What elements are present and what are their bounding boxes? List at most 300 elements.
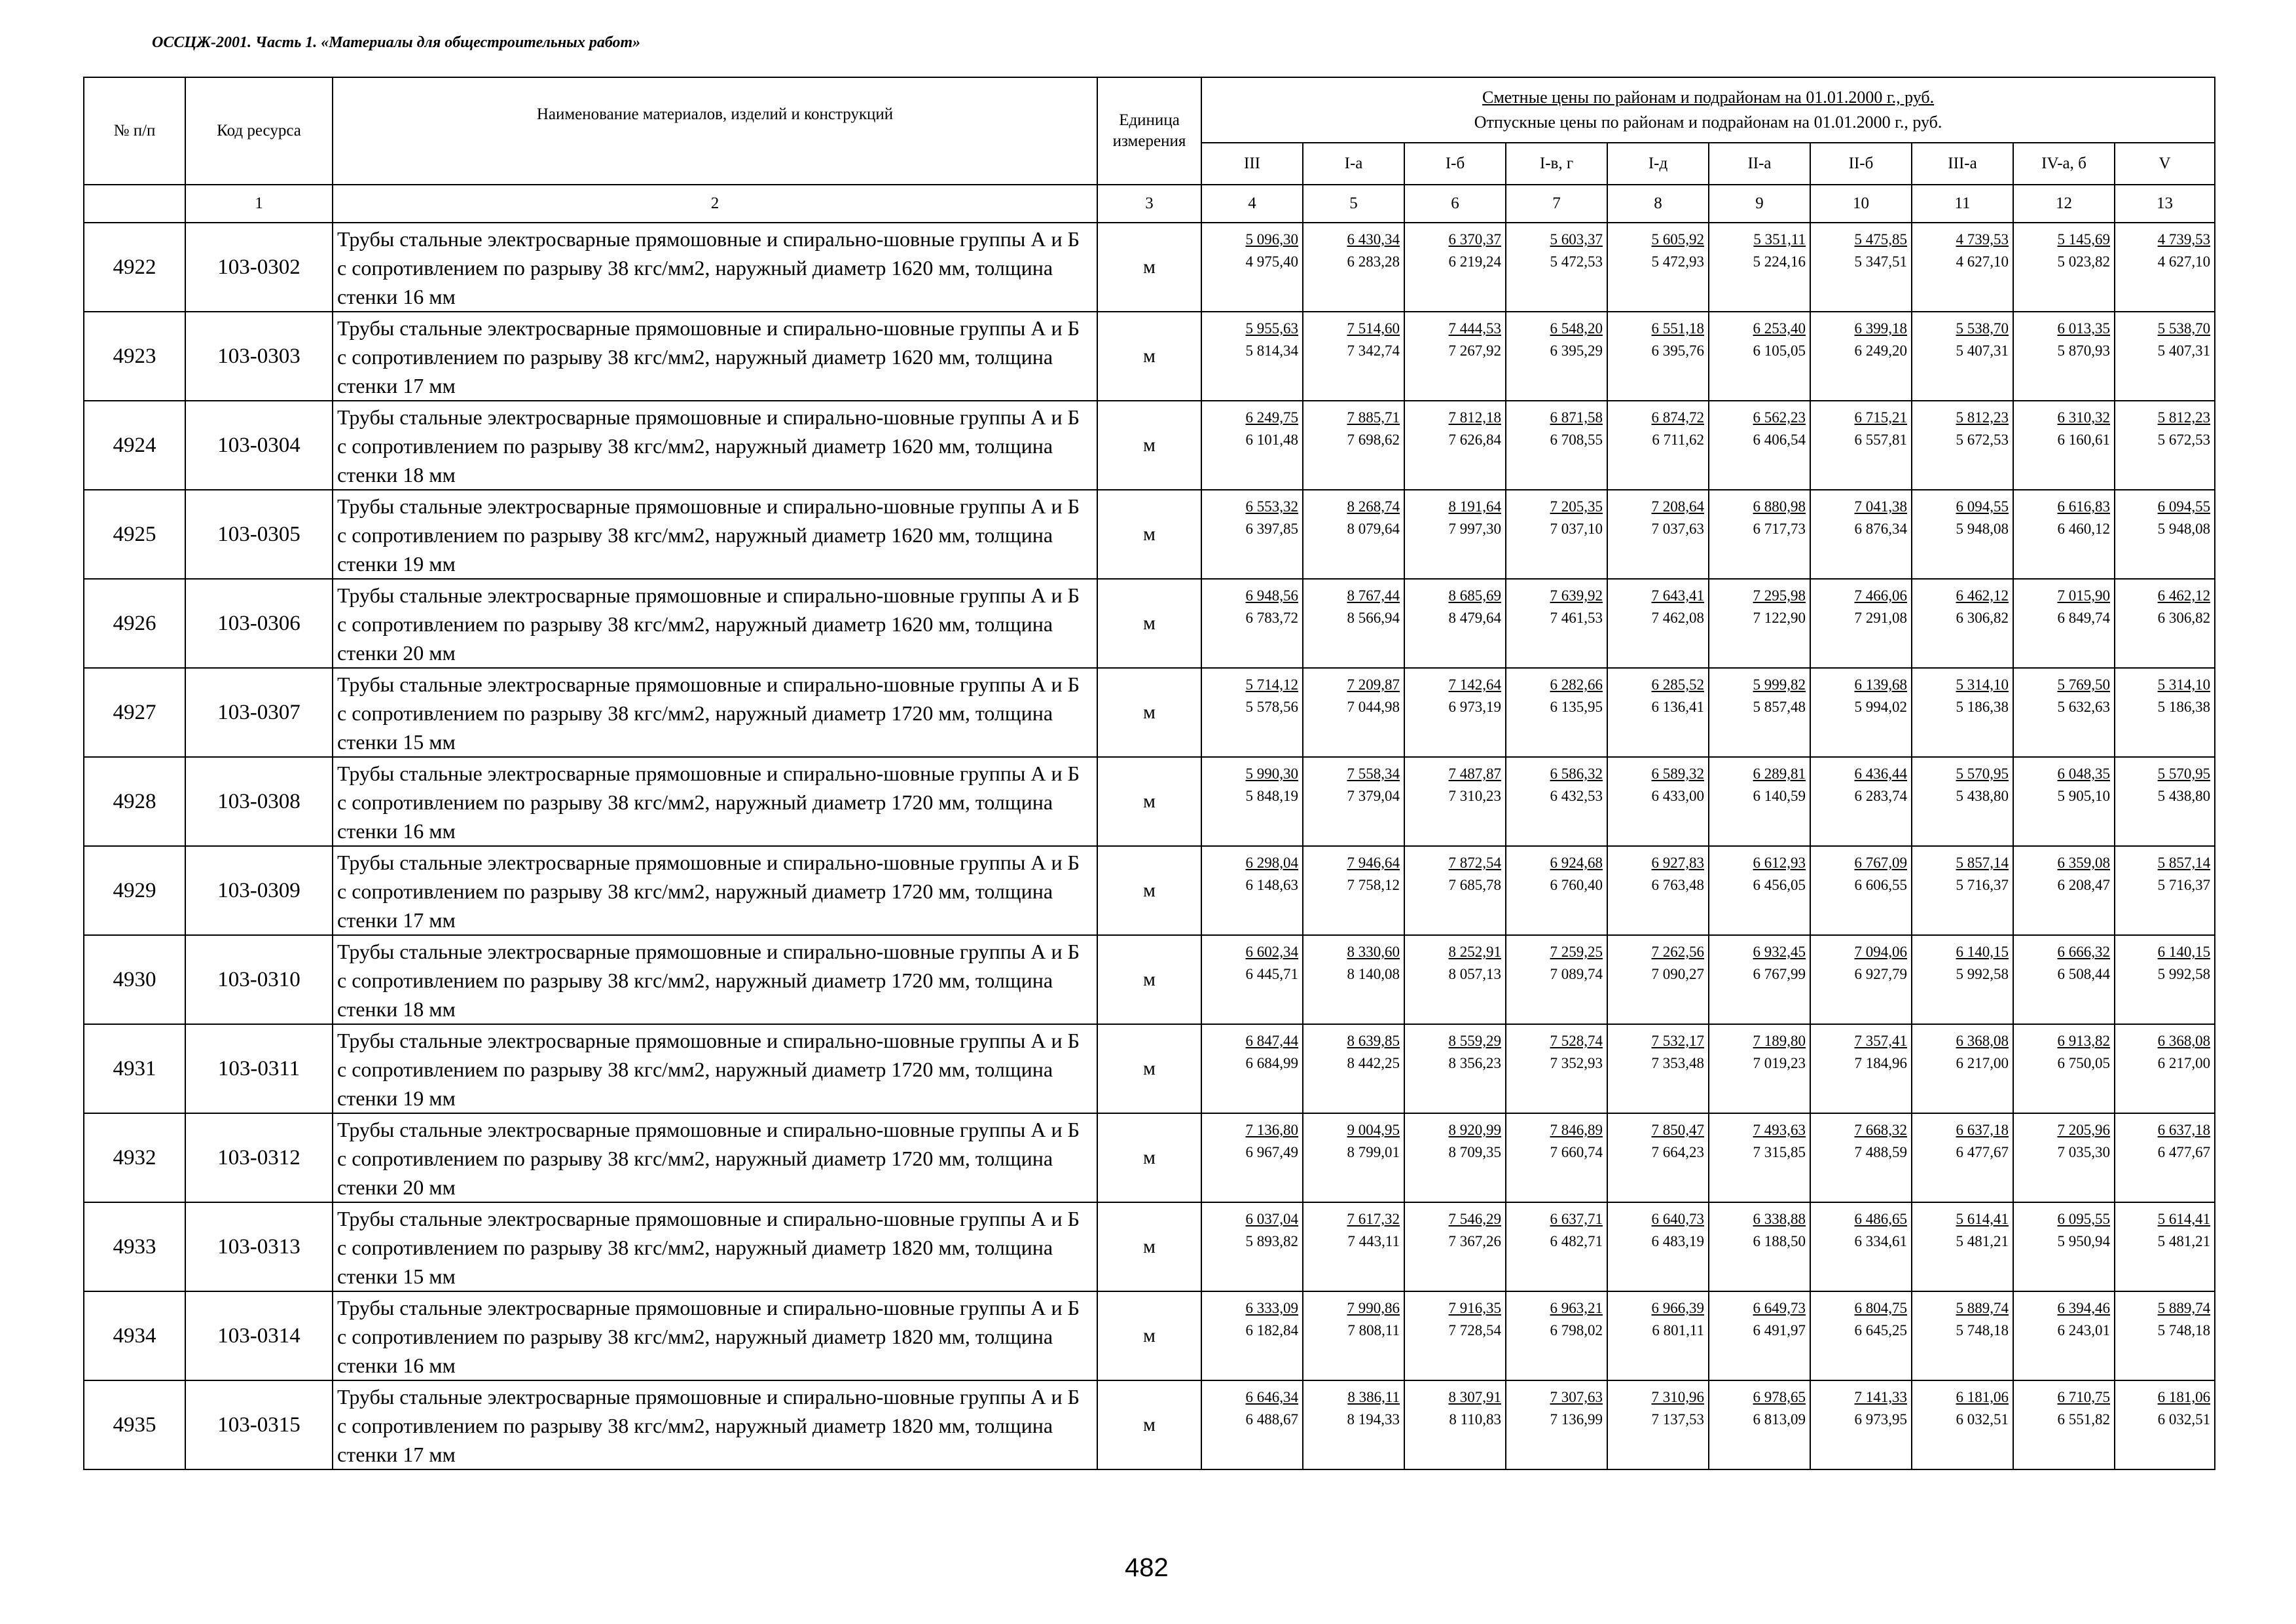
table-row: [84, 1202, 2215, 1291]
estimate-price: 6 368,08: [1956, 1033, 2009, 1049]
price-cell: [1404, 1202, 1506, 1291]
estimate-price: 6 013,35: [2057, 320, 2110, 337]
header-region: III-а: [1912, 143, 2013, 185]
estimate-price: 6 616,83: [2057, 498, 2110, 515]
resource-code: 103-0313: [185, 1202, 333, 1291]
release-price: 8 356,23: [1448, 1055, 1501, 1071]
release-price: 6 973,95: [1854, 1411, 1907, 1428]
price-cell: [2115, 1202, 2215, 1291]
estimate-price: 6 139,68: [1854, 676, 1907, 693]
estimate-price: 8 559,29: [1448, 1033, 1501, 1049]
estimate-price: 8 330,60: [1347, 944, 1400, 960]
price-cell: [1506, 1291, 1607, 1380]
estimate-price: 7 444,53: [1448, 320, 1501, 337]
price-cell: [1607, 757, 1709, 846]
estimate-price: 6 140,15: [1956, 944, 2009, 960]
estimate-price: 6 370,37: [1448, 231, 1501, 248]
estimate-price: 6 486,65: [1854, 1211, 1907, 1227]
estimate-price: 5 475,85: [1854, 231, 1907, 248]
price-cell: [1506, 757, 1607, 846]
estimate-price: 5 314,10: [2157, 676, 2211, 693]
price-cell: [1912, 1380, 2013, 1469]
release-price: 6 460,12: [2057, 521, 2110, 537]
release-price: 5 950,94: [2057, 1233, 2110, 1249]
estimate-price: 4 739,53: [1956, 231, 2009, 248]
row-number: 4926: [84, 579, 185, 668]
price-cell: [1709, 846, 1810, 935]
price-cell: [2115, 490, 2215, 579]
header-region: III: [1201, 143, 1303, 185]
row-number: 4930: [84, 935, 185, 1024]
price-cell: [1303, 312, 1404, 401]
release-price: 6 645,25: [1854, 1322, 1907, 1338]
release-price: 7 044,98: [1347, 699, 1400, 715]
release-price: 4 975,40: [1245, 253, 1298, 270]
release-price: 6 406,54: [1753, 432, 1806, 448]
release-price: 6 397,85: [1245, 521, 1298, 537]
release-price: 5 186,38: [1956, 699, 2009, 715]
release-price: 6 188,50: [1753, 1233, 1806, 1249]
estimate-price: 6 586,32: [1550, 766, 1603, 782]
price-table: [83, 77, 2215, 1470]
unit: м: [1097, 1113, 1201, 1202]
estimate-price: 6 562,23: [1753, 409, 1806, 426]
release-price: 7 462,08: [1651, 610, 1704, 626]
estimate-price: 7 528,74: [1550, 1033, 1603, 1049]
price-cell: [1506, 579, 1607, 668]
price-cell: [2013, 490, 2115, 579]
price-cell: [1912, 223, 2013, 312]
release-price: 5 672,53: [2157, 432, 2211, 448]
unit: м: [1097, 757, 1201, 846]
material-name: Трубы стальные электросварные прямошовные и спирально-шовные группы А и Б с сопротивлением по разрыву 38 кгс/мм2, наружный диаметр 1720 мм, толщина стенки 17 мм: [333, 846, 1097, 935]
release-price: 5 481,21: [1956, 1233, 2009, 1249]
estimate-price: 7 514,60: [1347, 320, 1400, 337]
price-cell: [1810, 757, 1912, 846]
price-cell: [1810, 1291, 1912, 1380]
estimate-price: 6 394,46: [2057, 1300, 2110, 1316]
estimate-price: 5 889,74: [1956, 1300, 2009, 1316]
price-cell: [1303, 579, 1404, 668]
resource-code: 103-0314: [185, 1291, 333, 1380]
estimate-price: 7 668,32: [1854, 1122, 1907, 1138]
estimate-price: 6 436,44: [1854, 766, 1907, 782]
table-row: [84, 579, 2215, 668]
price-cell: [2115, 401, 2215, 490]
estimate-price: 6 298,04: [1245, 855, 1298, 871]
price-cell: [1303, 1380, 1404, 1469]
price-cell: [1506, 1113, 1607, 1202]
header-column-number: 10: [1810, 185, 1912, 223]
estimate-price: 5 999,82: [1753, 676, 1806, 693]
header-unit: Единица измерения: [1097, 77, 1201, 185]
price-cell: [1810, 223, 1912, 312]
price-cell: [1201, 312, 1303, 401]
release-price: 8 566,94: [1347, 610, 1400, 626]
resource-code: 103-0310: [185, 935, 333, 1024]
release-price: 7 037,10: [1550, 521, 1603, 537]
estimate-price: 6 181,06: [1956, 1389, 2009, 1405]
estimate-price: 8 386,11: [1347, 1389, 1400, 1405]
estimate-price: 7 487,87: [1448, 766, 1501, 782]
estimate-price: 7 357,41: [1854, 1033, 1907, 1049]
estimate-price: 8 252,91: [1448, 944, 1501, 960]
price-cell: [1709, 1380, 1810, 1469]
resource-code: 103-0303: [185, 312, 333, 401]
price-cell: [1201, 757, 1303, 846]
material-name: Трубы стальные электросварные прямошовные и спирально-шовные группы А и Б с сопротивлением по разрыву 38 кгс/мм2, наружный диаметр 1620 мм, толщина стенки 18 мм: [333, 401, 1097, 490]
unit: м: [1097, 490, 1201, 579]
release-price: 6 217,00: [2157, 1055, 2211, 1071]
estimate-price: 7 916,35: [1448, 1300, 1501, 1316]
release-price: 5 848,19: [1245, 788, 1298, 804]
table-row: [84, 401, 2215, 490]
estimate-price: 6 874,72: [1651, 409, 1704, 426]
release-price: 5 893,82: [1245, 1233, 1298, 1249]
price-cell: [1912, 935, 2013, 1024]
price-cell: [2013, 579, 2115, 668]
estimate-price: 7 205,96: [2057, 1122, 2110, 1138]
material-name: Трубы стальные электросварные прямошовные и спирально-шовные группы А и Б с сопротивлением по разрыву 38 кгс/мм2, наружный диаметр 1620 мм, толщина стенки 19 мм: [333, 490, 1097, 579]
estimate-price: 8 268,74: [1347, 498, 1400, 515]
header-region: V: [2115, 143, 2215, 185]
price-cell: [2013, 935, 2115, 1024]
running-header: ОССЦЖ-2001. Часть 1. «Материалы для общестроительных работ»: [152, 34, 641, 51]
release-price: 5 472,93: [1651, 253, 1704, 270]
release-price: 6 813,09: [1753, 1411, 1806, 1428]
release-price: 5 948,08: [1956, 521, 2009, 537]
price-cell: [1404, 401, 1506, 490]
estimate-price: 5 769,50: [2057, 676, 2110, 693]
resource-code: 103-0315: [185, 1380, 333, 1469]
release-price: 5 992,58: [2157, 966, 2211, 982]
estimate-price: 7 643,41: [1651, 587, 1704, 604]
price-cell: [1303, 490, 1404, 579]
release-price: 6 306,82: [2157, 610, 2211, 626]
material-name: Трубы стальные электросварные прямошовные и спирально-шовные группы А и Б с сопротивлением по разрыву 38 кгс/мм2, наружный диаметр 1620 мм, толщина стенки 16 мм: [333, 223, 1097, 312]
release-price: 7 997,30: [1448, 521, 1501, 537]
release-price: 6 763,48: [1651, 877, 1704, 893]
resource-code: 103-0309: [185, 846, 333, 935]
release-price: 5 748,18: [2157, 1322, 2211, 1338]
release-price: 5 481,21: [2157, 1233, 2211, 1249]
price-cell: [1607, 1113, 1709, 1202]
release-price: 6 032,51: [1956, 1411, 2009, 1428]
unit: м: [1097, 401, 1201, 490]
price-cell: [2013, 846, 2115, 935]
release-price: 6 432,53: [1550, 788, 1603, 804]
release-price: 6 433,00: [1651, 788, 1704, 804]
material-name: Трубы стальные электросварные прямошовные и спирально-шовные группы А и Б с сопротивлением по разрыву 38 кгс/мм2, наружный диаметр 1720 мм, толщина стенки 16 мм: [333, 757, 1097, 846]
price-cell: [1404, 757, 1506, 846]
price-cell: [1912, 312, 2013, 401]
release-price: 7 626,84: [1448, 432, 1501, 448]
price-cell: [1709, 579, 1810, 668]
estimate-price: 7 990,86: [1347, 1300, 1400, 1316]
price-cell: [1912, 1202, 2013, 1291]
release-price: 6 105,05: [1753, 342, 1806, 359]
estimate-price: 7 208,64: [1651, 498, 1704, 515]
estimate-price: 6 095,55: [2057, 1211, 2110, 1227]
release-price: 7 443,11: [1347, 1233, 1400, 1249]
price-cell: [1404, 935, 1506, 1024]
release-price: 6 334,61: [1854, 1233, 1907, 1249]
estimate-price: 6 847,44: [1245, 1033, 1298, 1049]
price-cell: [1201, 1291, 1303, 1380]
price-cell: [1810, 490, 1912, 579]
row-number: 4927: [84, 668, 185, 757]
release-price: 7 660,74: [1550, 1144, 1603, 1160]
price-cell: [2115, 757, 2215, 846]
estimate-price: 5 570,95: [1956, 766, 2009, 782]
estimate-price: 6 913,82: [2057, 1033, 2110, 1049]
price-cell: [1607, 668, 1709, 757]
header-column-number: 7: [1506, 185, 1607, 223]
estimate-price: 7 142,64: [1448, 676, 1501, 693]
price-cell: [1810, 846, 1912, 935]
estimate-price: 6 948,56: [1245, 587, 1298, 604]
price-cell: [1709, 1024, 1810, 1113]
release-price: 7 267,92: [1448, 342, 1501, 359]
release-price: 5 814,34: [1245, 342, 1298, 359]
estimate-price: 6 966,39: [1651, 1300, 1704, 1316]
price-cell: [1303, 1202, 1404, 1291]
price-cell: [2013, 223, 2115, 312]
price-cell: [1404, 846, 1506, 935]
release-price: 5 472,53: [1550, 253, 1603, 270]
release-price: 5 905,10: [2057, 788, 2110, 804]
release-price: 6 606,55: [1854, 877, 1907, 893]
price-cell: [1201, 1113, 1303, 1202]
price-cell: [1912, 1024, 2013, 1113]
release-price: 8 442,25: [1347, 1055, 1400, 1071]
estimate-price: 6 666,32: [2057, 944, 2110, 960]
price-cell: [1303, 223, 1404, 312]
price-cell: [1810, 1202, 1912, 1291]
estimate-price: 7 846,89: [1550, 1122, 1603, 1138]
price-cell: [1506, 668, 1607, 757]
estimate-price: 5 714,12: [1245, 676, 1298, 693]
release-price: 7 808,11: [1347, 1322, 1400, 1338]
release-price: 5 632,63: [2057, 699, 2110, 715]
estimate-price: 5 955,63: [1245, 320, 1298, 337]
price-cell: [1709, 401, 1810, 490]
header-region: IV-а, б: [2013, 143, 2115, 185]
release-price: 6 767,99: [1753, 966, 1806, 982]
price-cell: [1912, 490, 2013, 579]
estimate-price: 7 015,90: [2057, 587, 2110, 604]
price-cell: [1303, 935, 1404, 1024]
release-price: 6 182,84: [1245, 1322, 1298, 1338]
price-cell: [1506, 312, 1607, 401]
resource-code: 103-0306: [185, 579, 333, 668]
price-cell: [1506, 401, 1607, 490]
resource-code: 103-0304: [185, 401, 333, 490]
price-cell: [1506, 490, 1607, 579]
price-cell: [1506, 1024, 1607, 1113]
estimate-price: 5 857,14: [1956, 855, 2009, 871]
estimate-price: 8 767,44: [1347, 587, 1400, 604]
price-cell: [1404, 1024, 1506, 1113]
release-price: 5 407,31: [2157, 342, 2211, 359]
estimate-price: 5 314,10: [1956, 676, 2009, 693]
header-column-number: 6: [1404, 185, 1506, 223]
header-region: I-в, г: [1506, 143, 1607, 185]
release-price: 6 491,97: [1753, 1322, 1806, 1338]
estimate-price: 6 602,34: [1245, 944, 1298, 960]
price-cell: [1303, 846, 1404, 935]
release-price: 5 438,80: [2157, 788, 2211, 804]
resource-code: 103-0312: [185, 1113, 333, 1202]
release-price: 6 243,01: [2057, 1322, 2110, 1338]
price-cell: [1404, 312, 1506, 401]
release-price: 6 717,73: [1753, 521, 1806, 537]
release-price: 6 395,76: [1651, 342, 1704, 359]
price-cell: [1607, 312, 1709, 401]
release-price: 7 019,23: [1753, 1055, 1806, 1071]
price-cell: [1607, 401, 1709, 490]
estimate-price: 6 037,04: [1245, 1211, 1298, 1227]
price-cell: [1810, 312, 1912, 401]
price-cell: [1912, 1291, 2013, 1380]
release-price: 6 760,40: [1550, 877, 1603, 893]
price-cell: [2013, 757, 2115, 846]
release-price: 6 160,61: [2057, 432, 2110, 448]
price-cell: [1303, 1113, 1404, 1202]
table-row: [84, 312, 2215, 401]
release-price: 6 482,71: [1550, 1233, 1603, 1249]
estimate-price: 7 041,38: [1854, 498, 1907, 515]
release-price: 6 483,19: [1651, 1233, 1704, 1249]
price-cell: [1810, 1113, 1912, 1202]
release-price: 7 461,53: [1550, 610, 1603, 626]
resource-code: 103-0308: [185, 757, 333, 846]
release-price: 6 798,02: [1550, 1322, 1603, 1338]
estimate-price: 6 978,65: [1753, 1389, 1806, 1405]
material-name: Трубы стальные электросварные прямошовные и спирально-шовные группы А и Б с сопротивлением по разрыву 38 кгс/мм2, наружный диаметр 1820 мм, толщина стенки 16 мм: [333, 1291, 1097, 1380]
material-name: Трубы стальные электросварные прямошовные и спирально-шовные группы А и Б с сопротивлением по разрыву 38 кгс/мм2, наружный диаметр 1720 мм, толщина стенки 20 мм: [333, 1113, 1097, 1202]
material-name: Трубы стальные электросварные прямошовные и спирально-шовные группы А и Б с сопротивлением по разрыву 38 кгс/мм2, наружный диаметр 1720 мм, толщина стенки 19 мм: [333, 1024, 1097, 1113]
price-cell: [2115, 668, 2215, 757]
release-price: 6 477,67: [1956, 1144, 2009, 1160]
price-cell: [1404, 490, 1506, 579]
unit: м: [1097, 668, 1201, 757]
release-price: 7 037,63: [1651, 521, 1704, 537]
estimate-price: 6 048,35: [2057, 766, 2110, 782]
estimate-price: 7 885,71: [1347, 409, 1400, 426]
header-region: I-а: [1303, 143, 1404, 185]
price-cell: [1709, 223, 1810, 312]
row-number: 4935: [84, 1380, 185, 1469]
estimate-price: 8 191,64: [1448, 498, 1501, 515]
estimate-price: 8 685,69: [1448, 587, 1501, 604]
estimate-price: 7 812,18: [1448, 409, 1501, 426]
resource-code: 103-0305: [185, 490, 333, 579]
price-cell: [1201, 223, 1303, 312]
estimate-price: 7 094,06: [1854, 944, 1907, 960]
estimate-price: 7 617,32: [1347, 1211, 1400, 1227]
price-cell: [2013, 401, 2115, 490]
estimate-price: 6 924,68: [1550, 855, 1603, 871]
release-price: 7 664,23: [1651, 1144, 1704, 1160]
table-row: [84, 223, 2215, 312]
release-price: 6 750,05: [2057, 1055, 2110, 1071]
estimate-price: 7 295,98: [1753, 587, 1806, 604]
price-cell: [1709, 312, 1810, 401]
price-cell: [1709, 668, 1810, 757]
estimate-price: 7 546,29: [1448, 1211, 1501, 1227]
price-cell: [1912, 757, 2013, 846]
price-cell: [1506, 846, 1607, 935]
release-price: 5 994,02: [1854, 699, 1907, 715]
header-column-number: 2: [333, 185, 1097, 223]
price-cell: [1810, 668, 1912, 757]
estimate-price: 6 333,09: [1245, 1300, 1298, 1316]
estimate-price: 5 990,30: [1245, 766, 1298, 782]
release-price: 6 249,20: [1854, 342, 1907, 359]
release-price: 6 306,82: [1956, 610, 2009, 626]
estimate-price: 6 430,34: [1347, 231, 1400, 248]
header-region: II-б: [1810, 143, 1912, 185]
release-price: 6 395,29: [1550, 342, 1603, 359]
estimate-price: 6 871,58: [1550, 409, 1603, 426]
estimate-price: 6 462,12: [1956, 587, 2009, 604]
estimate-price: 6 553,32: [1245, 498, 1298, 515]
release-price: 7 184,96: [1854, 1055, 1907, 1071]
release-price: 5 407,31: [1956, 342, 2009, 359]
price-cell: [1303, 1291, 1404, 1380]
estimate-price: 5 857,14: [2157, 855, 2211, 871]
estimate-price: 7 136,80: [1245, 1122, 1298, 1138]
release-price: 6 551,82: [2057, 1411, 2110, 1428]
release-price: 5 857,48: [1753, 699, 1806, 715]
price-cell: [1404, 1113, 1506, 1202]
estimate-price: 6 253,40: [1753, 320, 1806, 337]
release-price: 5 578,56: [1245, 699, 1298, 715]
release-price: 7 342,74: [1347, 342, 1400, 359]
release-price: 6 101,48: [1245, 432, 1298, 448]
price-cell: [1709, 1291, 1810, 1380]
estimate-price: 6 589,32: [1651, 766, 1704, 782]
header-column-number: 13: [2115, 185, 2215, 223]
estimate-price: 6 338,88: [1753, 1211, 1806, 1227]
release-price: 7 352,93: [1550, 1055, 1603, 1071]
table-row: [84, 846, 2215, 935]
estimate-price: 8 639,85: [1347, 1033, 1400, 1049]
release-price: 8 799,01: [1347, 1144, 1400, 1160]
unit: м: [1097, 1380, 1201, 1469]
estimate-price: 5 351,11: [1753, 231, 1806, 248]
estimate-price: 7 946,64: [1347, 855, 1400, 871]
price-cell: [1201, 1202, 1303, 1291]
table-row: [84, 1291, 2215, 1380]
header-column-number: 3: [1097, 185, 1201, 223]
release-price: 5 948,08: [2157, 521, 2211, 537]
release-price: 5 023,82: [2057, 253, 2110, 270]
price-cell: [2013, 1202, 2115, 1291]
price-cell: [2115, 1291, 2215, 1380]
price-cell: [1404, 579, 1506, 668]
row-number: 4929: [84, 846, 185, 935]
estimate-price: 5 812,23: [1956, 409, 2009, 426]
price-cell: [1303, 1024, 1404, 1113]
release-price: 6 219,24: [1448, 253, 1501, 270]
header-column-number: 12: [2013, 185, 2115, 223]
unit: м: [1097, 312, 1201, 401]
price-cell: [1506, 1202, 1607, 1291]
estimate-price: 6 548,20: [1550, 320, 1603, 337]
release-price: 6 849,74: [2057, 610, 2110, 626]
